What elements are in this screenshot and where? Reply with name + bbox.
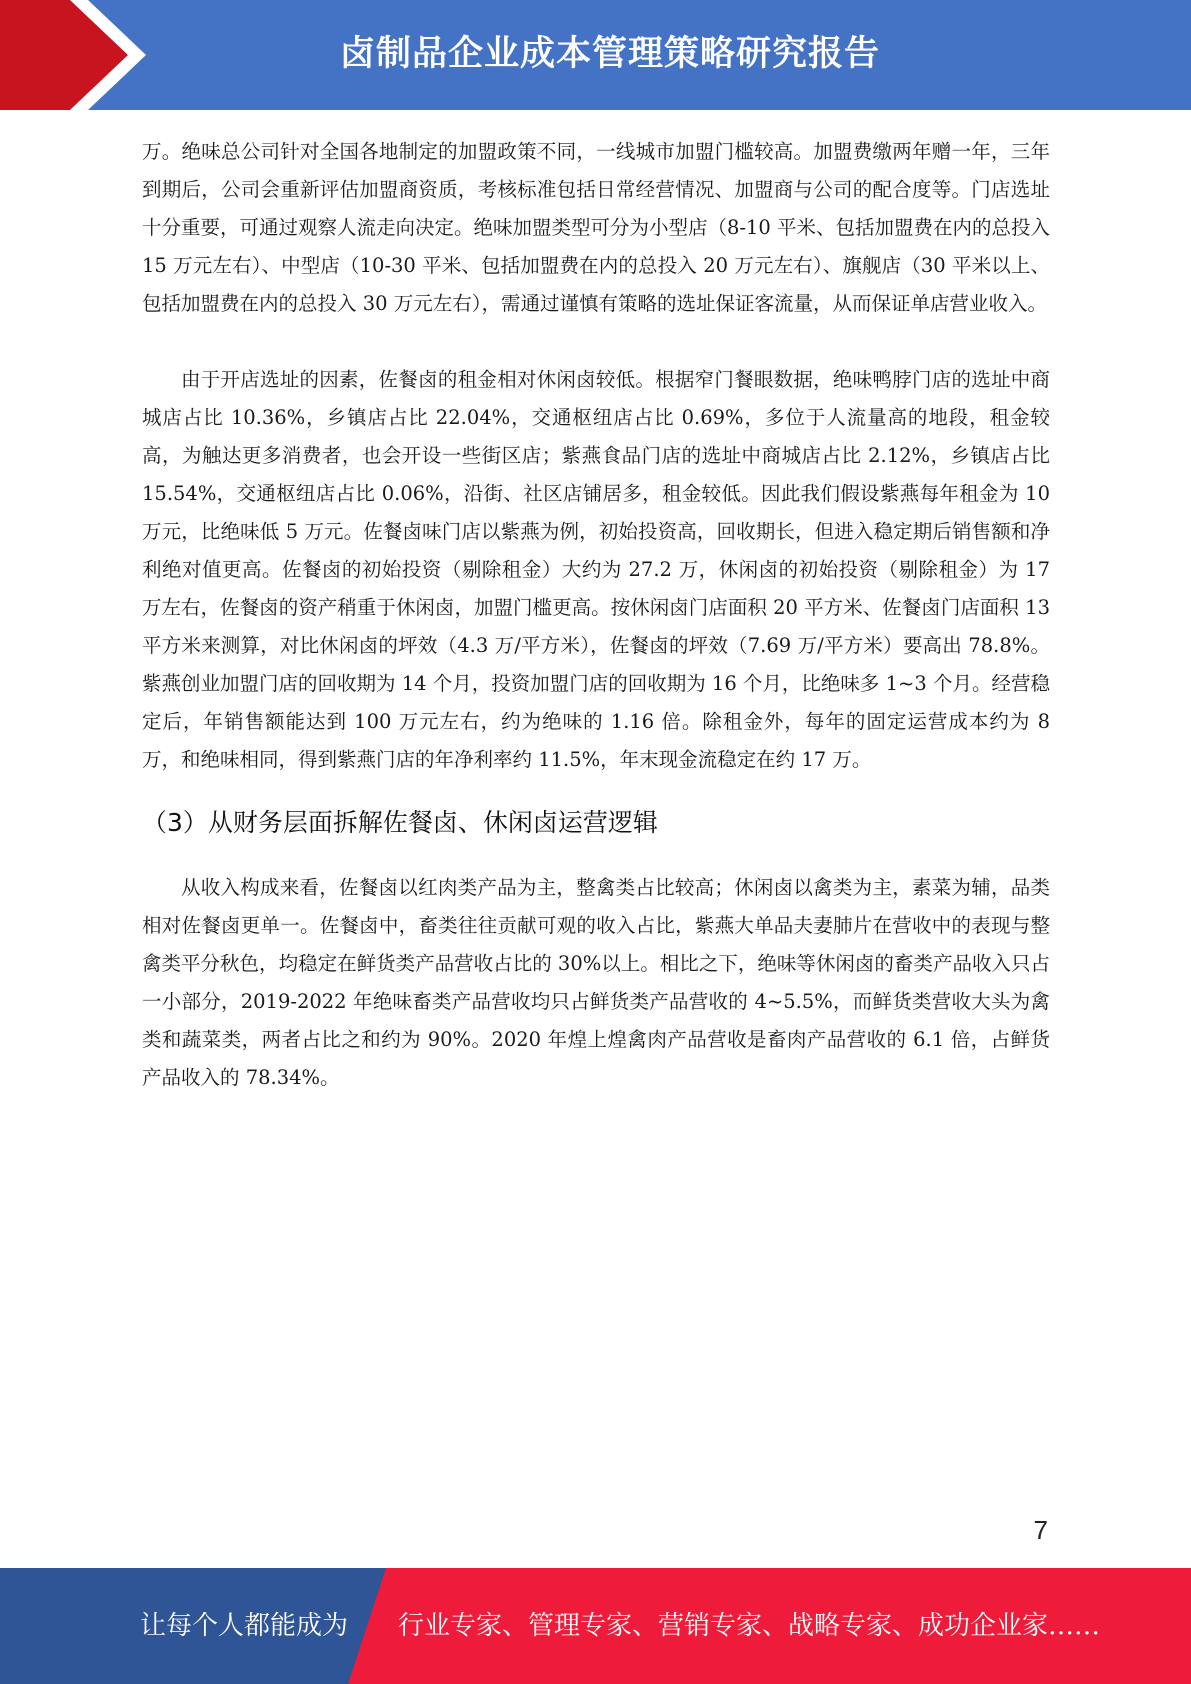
section-heading: （3）从财务层面拆解佐餐卤、休闲卤运营逻辑 [142, 808, 658, 837]
report-title: 卤制品企业成本管理策略研究报告 [339, 34, 880, 74]
header-red-arrow-decoration [0, 0, 170, 110]
page-header [0, 0, 1191, 110]
paragraph-revenue-composition: 从收入构成来看，佐餐卤以红肉类产品为主，整禽类占比较高；休闲卤以禽类为主，素菜为辅，品类相对佐餐卤更单一。佐餐卤中，畜类往往贡献可观的收入占比，紫燕大单品夫妻肺片在营收中的表现与整禽类平分秋色，均稳定在鲜货类产品营收占比的 30%以上。相比之下，绝味等休闲卤的畜类产品收入只占一小部分，2019-2022 年绝味畜类产品营收均只占鲜货类产品营收的 4~5.5%，而鲜货类营收大头为禽类和蔬菜类，两者占比之和约为 90%。2020 年煌上煌禽肉产品营收是畜肉产品营收的 6.1 倍，占鲜货产品收入的 78.34%。 [142, 876, 1050, 1089]
footer-slogan-left: 让每个人都能成为 [140, 1611, 349, 1641]
footer-slogan-right: 行业专家、管理专家、营销专家、战略专家、成功企业家…… [398, 1611, 1101, 1641]
page-footer [0, 1568, 1191, 1684]
paragraph-franchise-policy: 万。绝味总公司针对全国各地制定的加盟政策不同，一线城市加盟门槛较高。加盟费缴两年赠一年，三年到期后，公司会重新评估加盟商资质，考核标准包括日常经营情况、加盟商与公司的配合度等。门店选址十分重要，可通过观察人流走向决定。绝味加盟类型可分为小型店（8-10 平米、包括加盟费在内的总投入 15 万元左右）、中型店（10-30 平米、包括加盟费在内的总投入 20 万元左右）、旗舰店（30 平米以上、包括加盟费在内的总投入 30 万元左右），需通过谨慎有策略的选址保证客流量，从而保证单店营业收入。 [142, 140, 1051, 315]
document-body [142, 133, 1050, 1097]
paragraph-rent-comparison: 由于开店选址的因素，佐餐卤的租金相对休闲卤较低。根据窄门餐眼数据，绝味鸭脖门店的选址中商城店占比 10.36%，乡镇店占比 22.04%，交通枢纽店占比 0.69%，多位于人流量高的地段，租金较高，为触达更多消费者，也会开设一些街区店；紫燕食品门店的选址中商城店占比 2.12%，乡镇店占比 15.54%，交通枢纽店占比 0.06%，沿街、社区店铺居多，租金较低。因此我们假设紫燕每年租金为 10 万元，比绝味低 5 万元。佐餐卤味门店以紫燕为例，初始投资高，回收期长，但进入稳定期后销售额和净利绝对值更高。佐餐卤的初始投资（剔除租金）大约为 27.2 万，休闲卤的初始投资（剔除租金）为 17 万左右，佐餐卤的资产稍重于休闲卤，加盟门槛更高。按休闲卤门店面积 20 平方米、佐餐卤门店面积 13 平方米来测算，对比休闲卤的坪效（4.3 万/平方米），佐餐卤的坪效（7.69 万/平方米）要高出 78.8%。紫燕创业加盟门店的回收期为 14 个月，投资加盟门店的回收期为 16 个月，比绝味多 1~3 个月。经营稳定后，年销售额能达到 100 万元左右，约为绝味的 1.16 倍。除租金外，每年的固定运营成本约为 8 万，和绝味相同，得到紫燕门店的年净利率约 11.5%，年末现金流稳定在约 17 万。 [142, 368, 1050, 771]
page-number: 7 [1033, 1515, 1048, 1545]
